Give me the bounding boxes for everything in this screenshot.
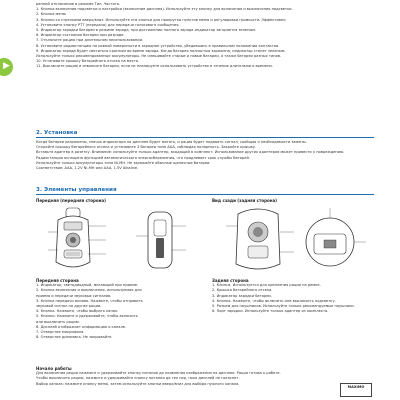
front-part-0: 1. Индикатор, светодиодный, мигающий при приеме. (36, 283, 139, 288)
front-parts-title: Передняя сторона (36, 278, 79, 283)
back-view-label: Вид сзади (задняя сторона) (212, 198, 278, 203)
s2-line-2: Вставьте адаптер в розетку. Внимание: используйте только адаптер, входящий в комплект. Использование других адаптеров может привести к повреждению. (36, 150, 345, 155)
section-installation (36, 130, 374, 171)
back-parts-list (212, 278, 374, 314)
back-part-1: 2. Крышка батарейного отсека. (212, 288, 273, 293)
s2-line-3: Радиостанция оснащена функцией автоматического энергосбережения, что продлевает срок службы батарей. (36, 155, 250, 160)
front-part-1: 2. Кнопка включения и выключения, используемая для (36, 288, 142, 293)
front-parts-list (36, 278, 206, 340)
front-part-10: 8. Отверстие динамика. Не закрывайте. (36, 335, 113, 340)
page-edge-tab (0, 58, 13, 76)
top-line-6: 6. Индикатор состояния батареи при разряде. (36, 33, 125, 38)
top-line-9: 9. Индикатор заряда будет светиться красным во время заряда. Когда батарея полностью заряжена, индикатор станет зеленым. (36, 48, 286, 53)
front-part-7: или выключить рацию. (36, 319, 80, 324)
front-part-8: 6. Дисплей отображает информацию о канале. (36, 324, 127, 329)
brand-logo: MAXIMO (340, 383, 372, 397)
tab-marker-icon: ▶ (3, 61, 10, 71)
front-part-2: приема и передачи звуковых сигналов. (36, 293, 112, 298)
s2-line-1: Откройте крышку батарейного отсека и установите 3 батареи типа AAA, соблюдая полярность. Закройте крышку. (36, 145, 257, 150)
top-line-1: 1. Кнопка включения подсветки и настройки (включение дисплея). Используйте эту кнопку для включения и выключения подсветки. (36, 7, 293, 12)
top-line-7: 7. Отключите рацию при длительном неиспользовании. (36, 38, 144, 43)
top-line-12: 11. Выключите рацию и извлеките батареи, если не планируете использовать устройство в течение длительного времени. (36, 64, 273, 69)
getting-started-line-2: Выбор канала: нажмите кнопку меню, затем используйте кнопки вверх/вниз для выбора нужного канала. (36, 381, 240, 386)
front-part-9: 7. Отверстие микрофона. (36, 330, 85, 335)
section-controls (36, 187, 374, 195)
front-part-5: 4. Кнопка. Нажмите, чтобы выбрать канал. (36, 309, 119, 314)
front-part-4: звуковой сигнал на другие рации. (36, 304, 102, 309)
top-line-8: 8. Установите радиостанцию на ровной поверхности в зарядное устройство, убедившись в правильном положении контактов. (36, 43, 280, 48)
top-line-3: 3. Кнопки со стрелками вверх/вниз. Используйте эти кнопки для прокрутки пунктов меню и регулировки громкости. Эффективно (36, 17, 286, 22)
getting-started-line-1: Чтобы выключить рацию, нажмите и удерживайте кнопку питания до тех пор, пока дисплей не погаснет. (36, 376, 240, 381)
radio-back-drawing (218, 206, 368, 274)
back-parts-title: Задняя сторона (212, 278, 249, 283)
radio-front-figure (48, 206, 198, 274)
getting-started-title: Начало работы (36, 366, 72, 371)
radio-front-drawing (48, 206, 198, 274)
back-part-5: 6. Порт зарядки. Используйте только адаптер из комплекта. (212, 309, 329, 314)
top-line-0: ранний отключение в режиме Тип. Частота. (36, 2, 121, 6)
back-part-3: 4. Кнопка. Нажмите, чтобы включить или выключить подсветку. (212, 298, 336, 303)
top-line-5: 5. Индикатор зарядки батареи в режиме заряда, при достижении полного заряда индикатор загорается зеленым. (36, 28, 257, 33)
back-part-0: 1. Клипса. Используется для крепления рации на ремне. (212, 283, 321, 288)
back-part-2: 3. Индикатор зарядки батареи. (212, 293, 272, 298)
back-part-4: 5. Разъем для наушников. Используйте только рекомендуемые наушники. (212, 304, 355, 309)
getting-started-section (36, 366, 334, 387)
top-line-2: 2. Кнопка меню (36, 12, 66, 17)
section-2-heading: 2. Установка (36, 130, 374, 138)
front-view-label: Передняя (передняя сторона) (36, 198, 106, 203)
radio-back-figure (218, 206, 368, 274)
s2-line-0: Когда батареи разряжены, значок индикатора на дисплее будет мигать, и рация будет подавать сигнал, сообщая о необходимости замены. (36, 140, 307, 144)
s2-line-5: Соответствие: AAA, 1.2V Ni-MH или AAA, 1.5V Alkaline. (36, 166, 139, 171)
front-part-6: 5. Кнопки. Нажмите и удерживайте, чтобы включить (36, 314, 138, 319)
s2-line-4: Используйте только аккумуляторы типа Ni-MH. Не заряжайте обычные щелочные батареи. (36, 160, 211, 165)
top-line-10: Используйте только рекомендованные аккумуляторы. Не смешивайте старые и новые батареи, а также батареи разных типов. (36, 54, 282, 59)
top-line-11: 10. Установите крышку батарейного отсека на место. (36, 59, 140, 64)
front-part-3: 3. Кнопка передачи вызова. Нажмите, чтобы отправить (36, 298, 143, 303)
top-line-4: 4. Установите кнопку PTT (передача) для передачи голосового сообщения. (36, 22, 180, 27)
top-instructions (36, 2, 374, 70)
getting-started-line-0: Для включения рации нажмите и удерживайте кнопку питания до появления изображения на дисплее. Рация готова к работе. (36, 371, 281, 376)
section-3-heading: 3. Элементы управления (36, 187, 374, 195)
